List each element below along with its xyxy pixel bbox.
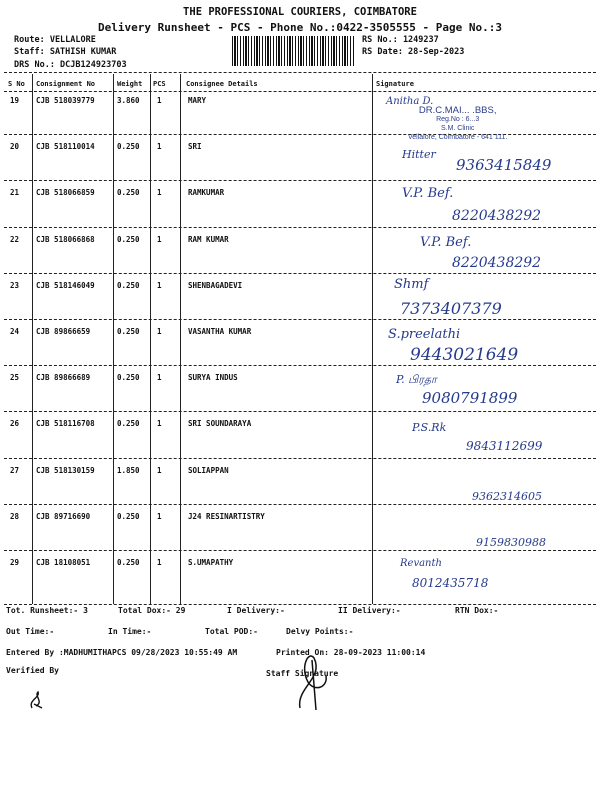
row-signature: Hitter <box>402 148 436 162</box>
row-pcs: 1 <box>157 96 162 105</box>
row-signature-phone: 7373407379 <box>400 298 502 318</box>
clinic-stamp <box>408 106 507 142</box>
row-consignee: SRI SOUNDARAYA <box>188 419 252 429</box>
row-signature: V.P. Bef. <box>420 234 472 250</box>
row-consignee: J24 RESINARTISTRY <box>188 511 265 521</box>
stamp-line: DR.C.MAI... .BBS, <box>418 105 497 116</box>
row-weight: 0.250 <box>117 142 140 152</box>
row-consignment: CJB 89866689 <box>36 373 91 383</box>
row-signature-phone: 9443021649 <box>410 345 519 365</box>
row-sno: 26 <box>10 419 20 429</box>
row-pcs: 1 <box>157 327 162 336</box>
row-weight: 0.250 <box>117 419 140 429</box>
row-signature-phone: 8220438292 <box>452 208 542 225</box>
staff-signature: Staff Signature <box>266 669 339 678</box>
page-subtitle: Delivery Runsheet - PCS - Phone No.:0422-3505555 - Page No.:3 <box>98 21 502 34</box>
col-consignee: Consignee Details <box>186 80 258 88</box>
staff-signature-scribble <box>294 648 334 714</box>
row-consignment: CJB 89716690 <box>36 511 91 521</box>
row-sno: 21 <box>10 188 20 198</box>
row-sno: 22 <box>10 234 20 244</box>
page-title: THE PROFESSIONAL COURIERS, COIMBATORE <box>183 6 417 18</box>
row-signature-phone: 9159830988 <box>476 535 546 549</box>
row-consignment: CJB 518066859 <box>36 188 95 198</box>
col-divider <box>32 74 33 604</box>
row-pcs: 1 <box>157 142 162 152</box>
row-consignment: CJB 89866659 <box>36 327 91 336</box>
row-sno: 29 <box>10 558 20 567</box>
verified-by: Verified By <box>6 666 59 675</box>
row-sno: 24 <box>10 327 20 336</box>
row-consignee: SRI <box>188 142 202 152</box>
row-signature-phone: 8220438292 <box>452 254 542 271</box>
route-label: Route: VELLALORE <box>14 35 96 45</box>
row-divider <box>4 411 596 412</box>
ii-delivery: II Delivery:- <box>338 606 401 615</box>
col-divider <box>113 74 114 604</box>
row-signature-phone: 9362314605 <box>472 489 542 503</box>
row-signature: P.S.Rk <box>412 421 447 435</box>
row-consignment: CJB 518130159 <box>36 465 95 475</box>
verifier-signature <box>26 688 50 712</box>
row-consignment: CJB 18108051 <box>36 558 91 567</box>
row-sno: 28 <box>10 511 20 521</box>
row-pcs: 1 <box>157 373 162 383</box>
delvy-points: Delvy Points:- <box>286 627 354 636</box>
row-weight: 0.250 <box>117 327 140 336</box>
footer-rule <box>4 604 596 605</box>
drs-number: DRS No.: DCJB124923703 <box>14 60 127 70</box>
row-consignee: SURYA INDUS <box>188 373 238 383</box>
row-consignee: RAM KUMAR <box>188 234 229 244</box>
row-consignment: CJB 518116708 <box>36 419 95 429</box>
row-pcs: 1 <box>157 234 162 244</box>
row-divider <box>4 504 596 505</box>
stamp-line: S.M. Clinic <box>440 125 475 132</box>
col-signature: Signature <box>376 80 414 88</box>
table-top-rule <box>4 72 596 73</box>
row-divider <box>4 319 596 320</box>
row-divider <box>4 550 596 551</box>
col-divider <box>150 74 151 604</box>
row-weight: 0.250 <box>117 511 140 521</box>
row-signature: Shmf <box>394 276 429 292</box>
row-consignee: VASANTHA KUMAR <box>188 327 252 336</box>
tot-runsheet: Tot. Runsheet:- 3 <box>6 606 88 615</box>
row-signature: V.P. Bef. <box>402 186 454 202</box>
row-divider <box>4 227 596 228</box>
entered-by: Entered By :MADHUMITHAPCS 09/28/2023 10:55:49 AM <box>6 648 238 657</box>
stamp-line: Reg.No : 6...3 <box>436 116 480 123</box>
rs-date: RS Date: 28-Sep-2023 <box>362 47 465 57</box>
row-signature-phone: 8012435718 <box>412 576 489 590</box>
row-weight: 0.250 <box>117 373 140 383</box>
row-divider <box>4 273 596 274</box>
row-pcs: 1 <box>157 280 162 290</box>
row-consignment: CJB 518066868 <box>36 234 95 244</box>
col-consignment: Consignment No <box>36 80 96 88</box>
row-sno: 25 <box>10 373 20 383</box>
header-rule <box>4 91 596 92</box>
row-signature: S.preelathi <box>388 327 461 342</box>
row-pcs: 1 <box>157 558 162 567</box>
row-sno: 20 <box>10 142 20 152</box>
row-divider <box>4 458 596 459</box>
rtn-dox: RTN Dox:- <box>455 606 499 615</box>
row-divider <box>4 180 596 181</box>
row-signature: P. பிரதா <box>396 373 437 387</box>
col-pcs: PCS <box>153 80 166 88</box>
row-weight: 1.850 <box>117 465 140 475</box>
row-weight: 0.250 <box>117 188 140 198</box>
row-sno: 27 <box>10 465 20 475</box>
row-weight: 0.250 <box>117 558 140 567</box>
printed-on: Printed On: 28-09-2023 11:00:14 <box>276 648 426 657</box>
out-time: Out Time:- <box>6 627 55 636</box>
stamp-line: Vellalore, Coimbatore - 641 111. <box>408 134 508 141</box>
row-pcs: 1 <box>157 419 162 429</box>
row-consignee: S.UMAPATHY <box>188 558 234 567</box>
col-divider <box>372 74 373 604</box>
total-dox: Total Dox:- 29 <box>118 606 186 615</box>
barcode <box>232 36 354 66</box>
staff-label: Staff: SATHISH KUMAR <box>14 47 117 57</box>
row-weight: 3.860 <box>117 96 140 105</box>
row-signature: Anitha D. <box>386 96 434 107</box>
rs-number: RS No.: 1249237 <box>362 35 439 45</box>
row-sno: 19 <box>10 96 20 105</box>
row-consignment: CJB 518039779 <box>36 96 95 105</box>
i-delivery: I Delivery:- <box>227 606 285 615</box>
col-weight: Weight <box>117 80 143 88</box>
row-consignment: CJB 518110014 <box>36 142 95 152</box>
col-sno: S No <box>8 80 25 88</box>
row-pcs: 1 <box>157 465 162 475</box>
row-consignee: SOLIAPPAN <box>188 465 229 475</box>
in-time: In Time:- <box>108 627 152 636</box>
row-weight: 0.250 <box>117 280 140 290</box>
row-consignee: SHENBAGADEVI <box>188 280 243 290</box>
row-signature-phone: 9363415849 <box>456 156 552 175</box>
row-signature: Revanth <box>400 558 442 569</box>
row-signature-phone: 9080791899 <box>422 389 518 408</box>
total-pod: Total POD:- <box>205 627 258 636</box>
row-consignment: CJB 518146049 <box>36 280 95 290</box>
row-sno: 23 <box>10 280 20 290</box>
row-divider <box>4 365 596 366</box>
row-signature-phone: 9843112699 <box>466 439 543 454</box>
row-consignee: RAMKUMAR <box>188 188 225 198</box>
row-pcs: 1 <box>157 188 162 198</box>
row-weight: 0.250 <box>117 234 140 244</box>
row-consignee: MARY <box>188 96 207 105</box>
col-divider <box>180 74 181 604</box>
row-pcs: 1 <box>157 511 162 521</box>
